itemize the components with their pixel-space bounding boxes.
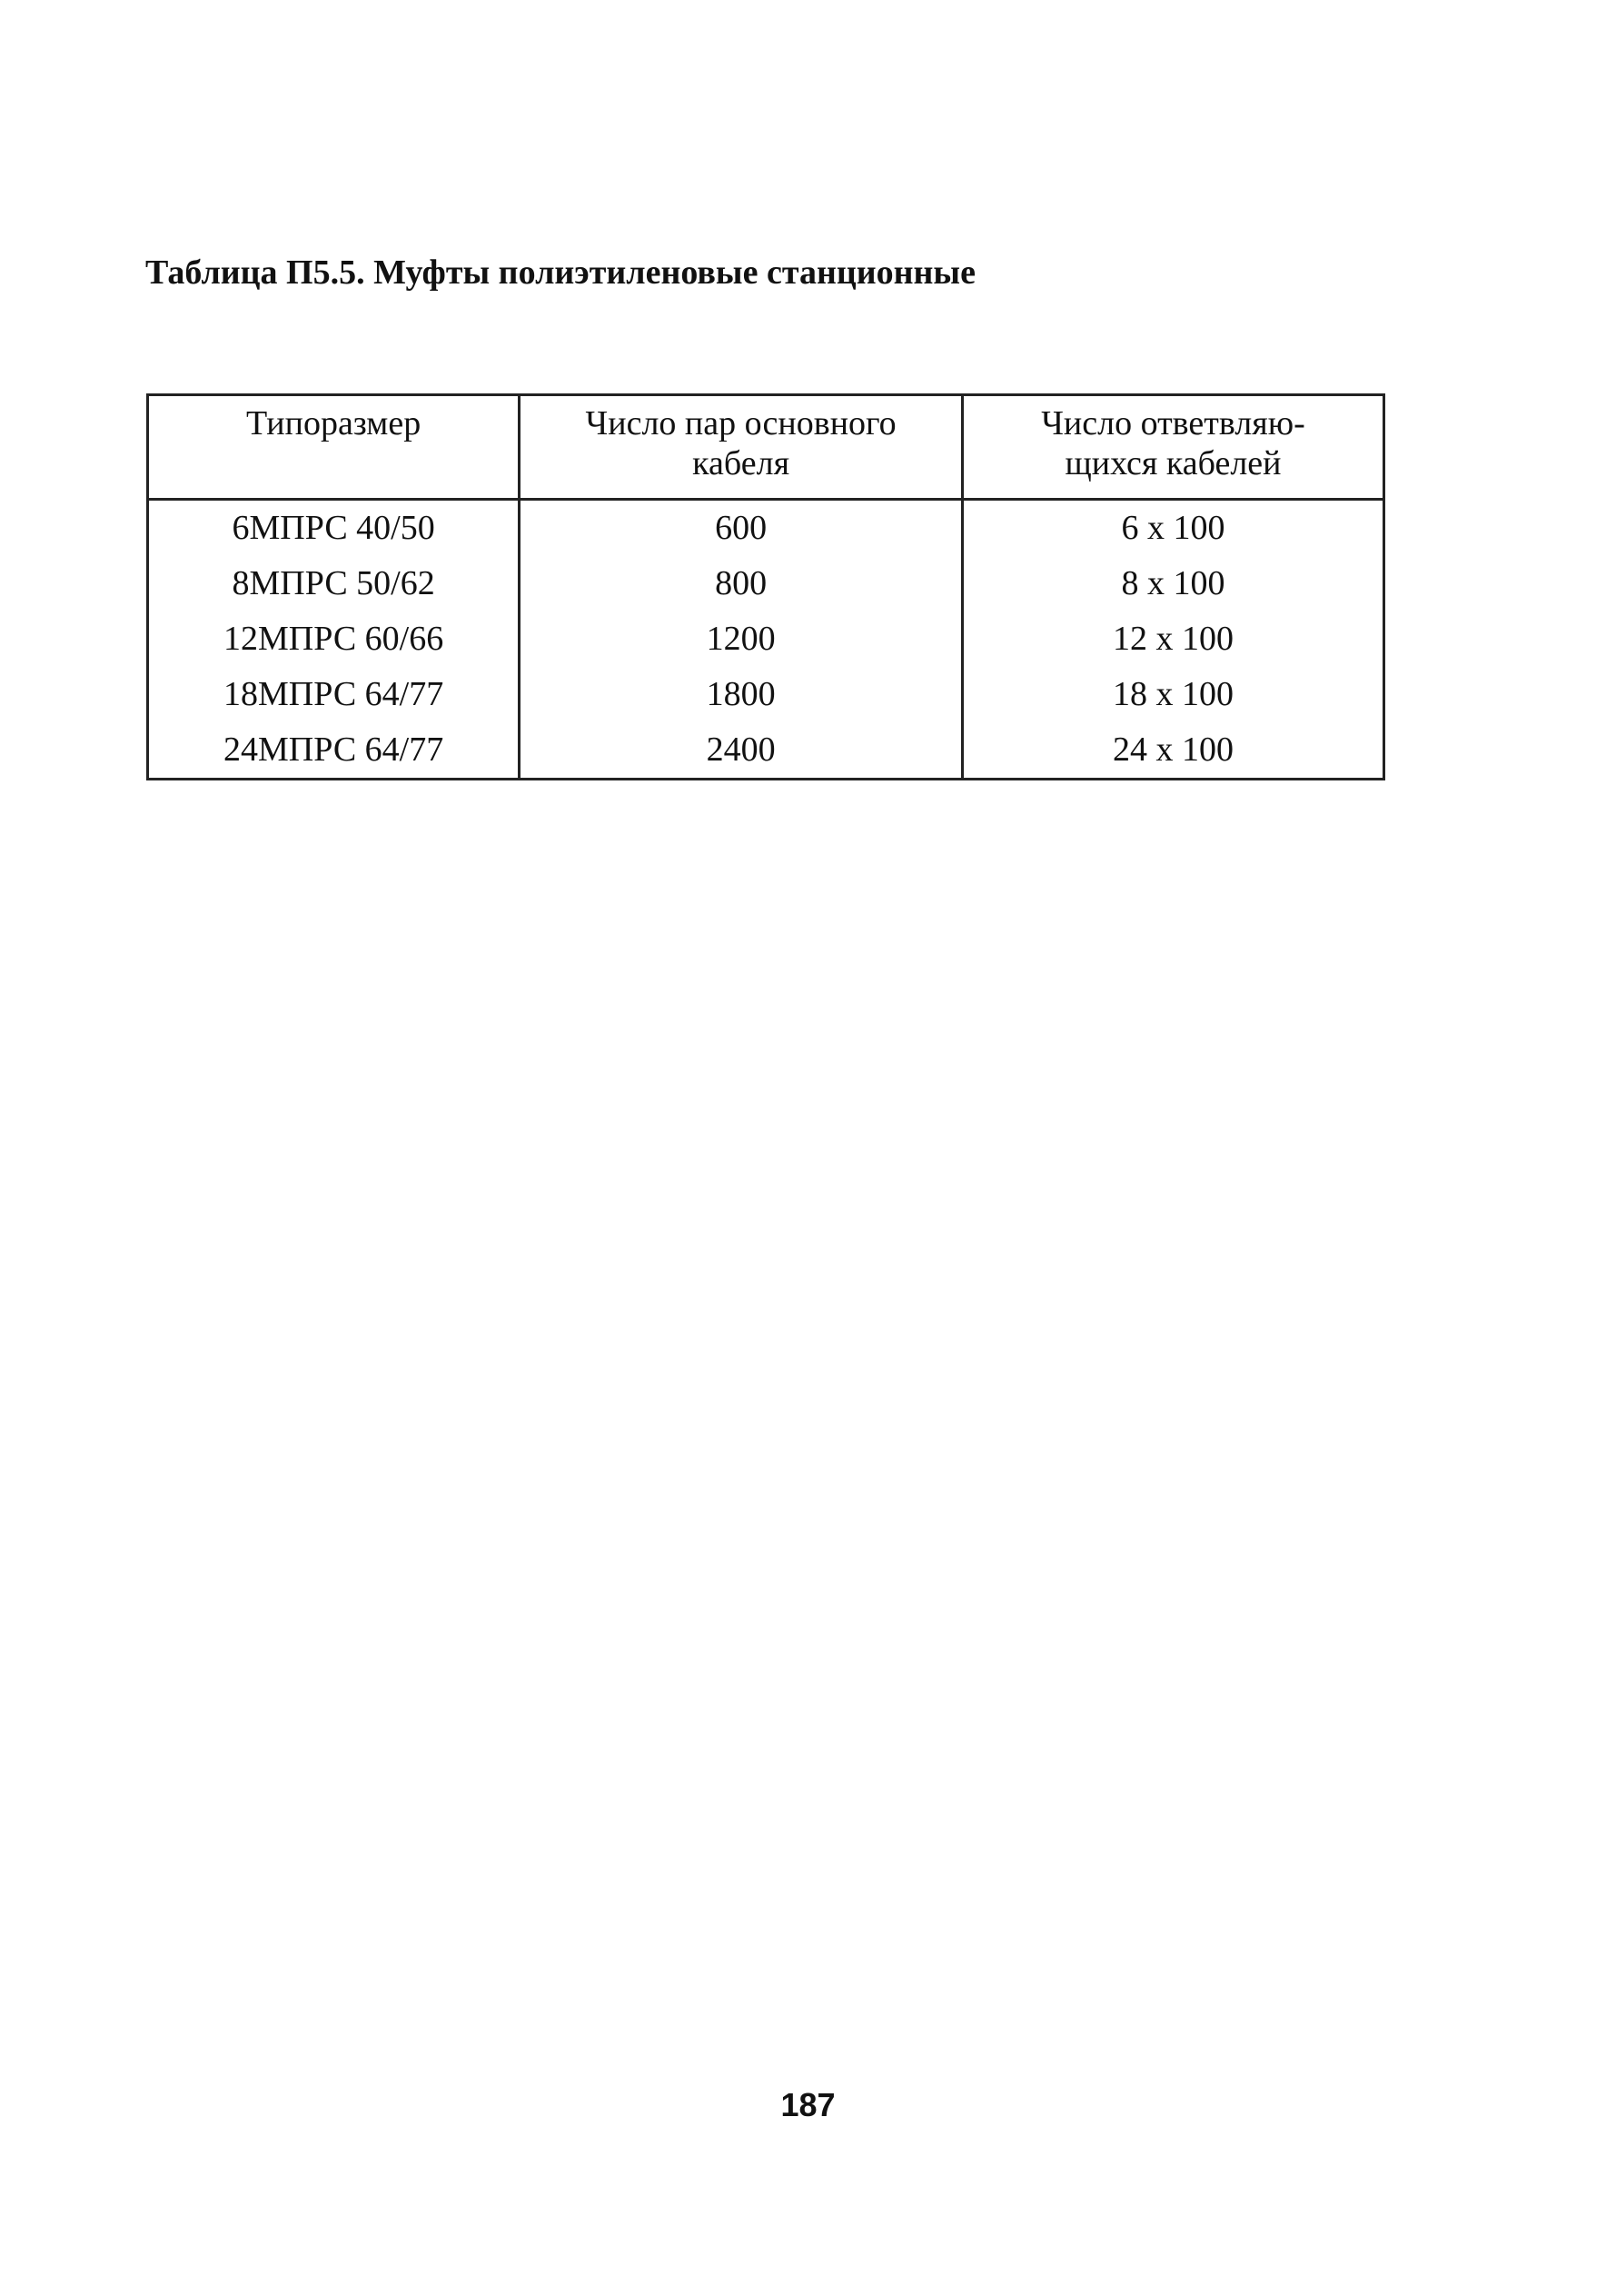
cell-main-pairs: 2400 [520, 722, 963, 780]
table-row [148, 667, 1384, 722]
cell-branch-cables: 6 x 100 [963, 500, 1384, 557]
cell-main-pairs: 600 [520, 500, 963, 557]
page-number: 187 [780, 2086, 836, 2123]
cell-size: 24МПРС 64/77 [148, 722, 520, 780]
header-main-pairs [520, 395, 963, 500]
header-size-line-1: Типоразмер [246, 404, 421, 442]
table-header [148, 395, 1384, 500]
cell-branch-cables: 8 x 100 [963, 556, 1384, 611]
cell-size: 18МПРС 64/77 [148, 667, 520, 722]
cell-size: 12МПРС 60/66 [148, 611, 520, 667]
table-caption [145, 253, 976, 293]
cell-branch-cables: 18 x 100 [963, 667, 1384, 722]
cell-main-pairs: 1200 [520, 611, 963, 667]
header-size [148, 395, 520, 500]
header-main-pairs-line-2: кабеля [692, 444, 790, 482]
table-row [148, 556, 1384, 611]
table-body [148, 500, 1384, 780]
header-branch-cables [963, 395, 1384, 500]
table-row [148, 611, 1384, 667]
table-header-row [148, 395, 1384, 500]
header-branch-cables-line-2: щихся кабелей [1065, 444, 1282, 482]
cell-main-pairs: 1800 [520, 667, 963, 722]
cell-branch-cables: 24 x 100 [963, 722, 1384, 780]
cell-size: 6МПРС 40/50 [148, 500, 520, 557]
table-caption-label: Таблица П5.5. [145, 253, 365, 292]
table-row [148, 500, 1384, 557]
cell-size: 8МПРС 50/62 [148, 556, 520, 611]
header-main-pairs-line-1: Число пар основного [585, 404, 897, 442]
specification-table [146, 393, 1385, 780]
table-row [148, 722, 1384, 780]
cell-main-pairs: 800 [520, 556, 963, 611]
header-branch-cables-line-1: Число ответвляю- [1041, 404, 1305, 442]
table-caption-title: Муфты полиэтиленовые станционные [373, 253, 976, 292]
cell-branch-cables: 12 x 100 [963, 611, 1384, 667]
